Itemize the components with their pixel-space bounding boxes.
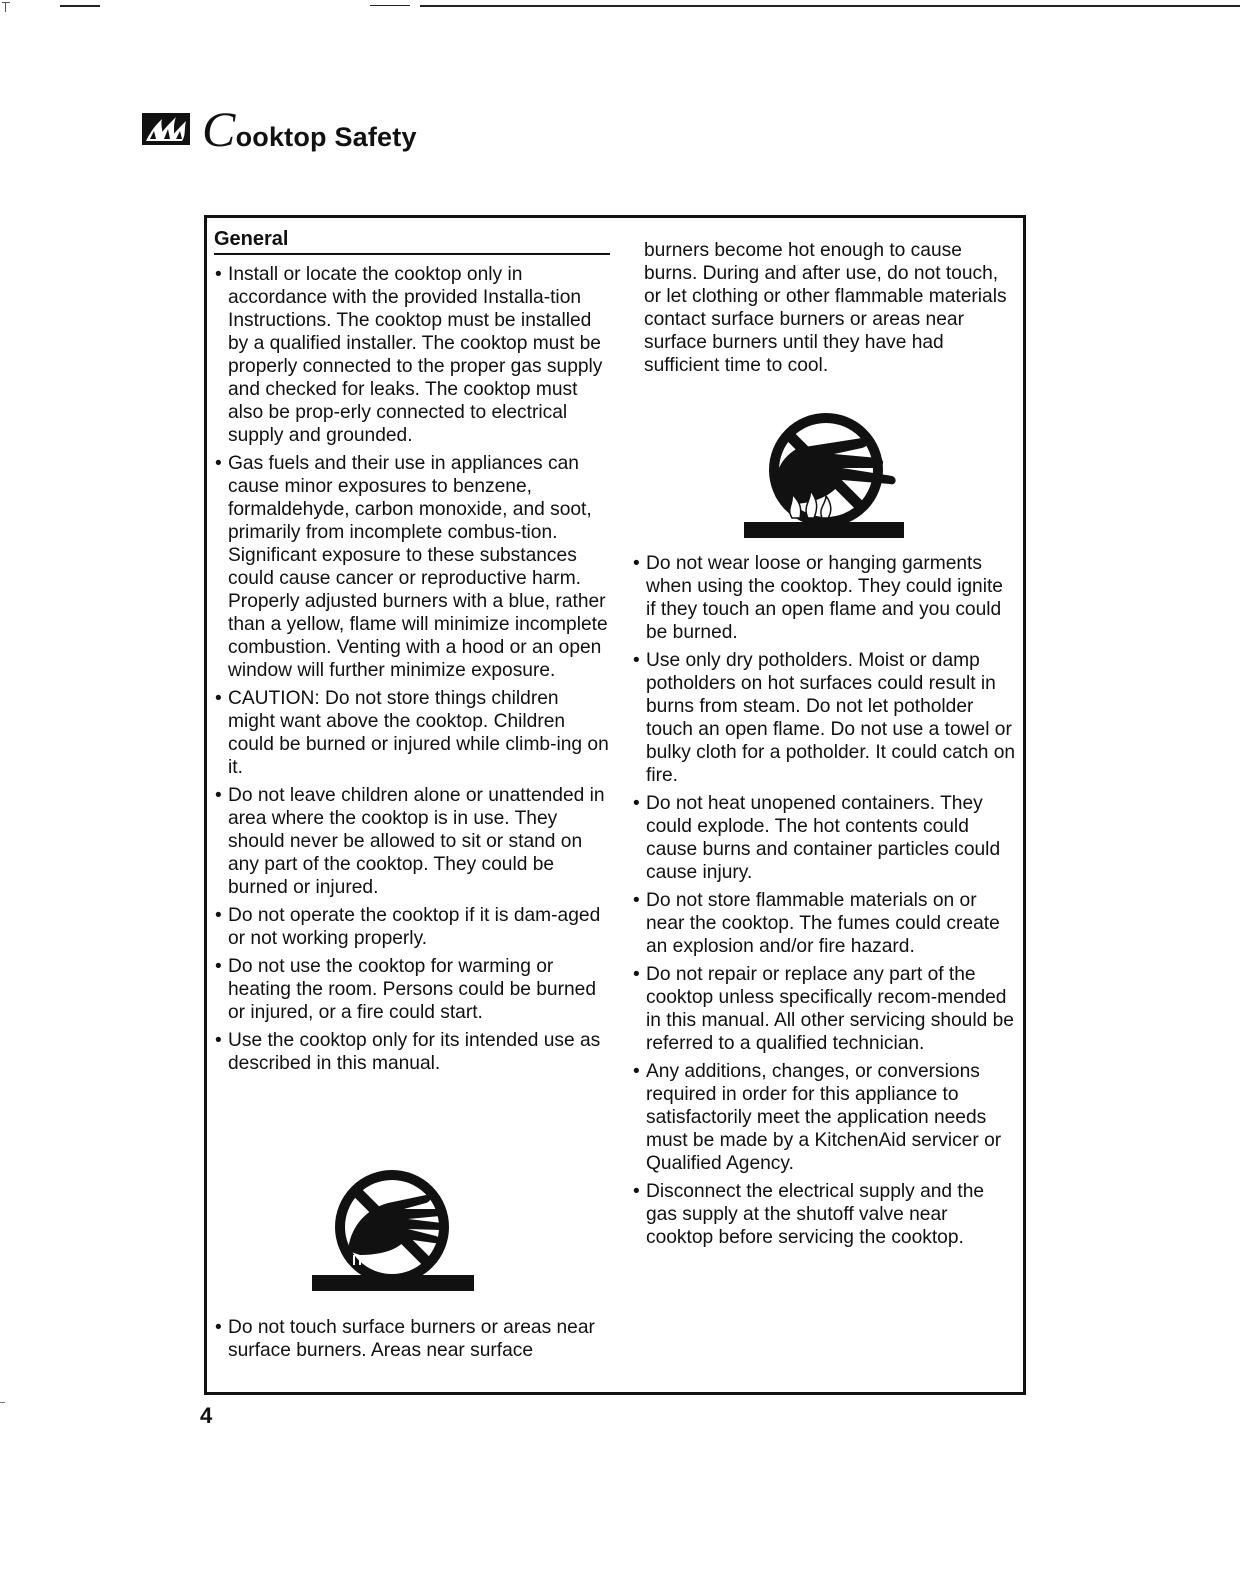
list-item: • Install or locate the cooktop only in accordance with the provided Installa-tion Instructions. The cooktop must be installed by a qualified installer. The cooktop must be properly connected to the proper gas supply and checked for leaks. The cooktop must also be prop-erly connected to electrical supply and grounded. (215, 264, 603, 446)
right-column-top (632, 239, 1016, 382)
page-title (202, 100, 417, 158)
list-item-text: Do not wear loose or hanging garments when using the cooktop. They could ignite if they touch an open flame and you could be burned. (646, 553, 1003, 643)
list-item: • Use only dry potholders. Moist or damp potholders on hot surfaces could result in burns from steam. Do not let potholder touch an open flame. Do not use a towel or bulky cloth for a potholder. It could catch on fire. (633, 650, 1016, 786)
list-item: • Disconnect the electrical supply and the gas supply at the shutoff valve near cooktop before servicing the cooktop. (633, 1181, 985, 1248)
list-item-text: Gas fuels and their use in appliances can cause minor exposures to benzene, formaldehyde, carbon monoxide, and soot, primarily from incomplete combus-tion. Significant exposure to these substances could cause cancer or reproductive harm. Properly adjusted burners with a blue, rather than a yellow, flame will minimize incomplete combustion. Venting with a hood or an open window will further minimize exposure. (228, 453, 608, 681)
list-item-text: Install or locate the cooktop only in accordance with the provided Installa-tion Instructions. The cooktop must be installed by a qualified installer. The cooktop must be properly connected to the proper gas supply and checked for leaks. The cooktop must also be prop-erly connected to electrical supply and grounded. (228, 264, 603, 446)
scan-artifact (0, 1402, 5, 1403)
scan-artifact (2, 2, 10, 3)
list-item: • Do not store flammable materials on or near the cooktop. The fumes could create an explosion and/or fire hazard. (633, 890, 1000, 957)
list-item: • Do not leave children alone or unattended in area where the cooktop is in use. They should never be allowed to sit or stand on any part of the cooktop. They could be burned or injured. (215, 785, 605, 898)
list-item: • Gas fuels and their use in appliances can cause minor exposures to benzene, formaldehyde, carbon monoxide, and soot, primarily from incomplete combus-tion. Significant exposure to these substances could cause cancer or reproductive harm. Properly adjusted burners with a blue, rather than a yellow, flame will minimize incomplete combustion. Venting with a hood or an open window will further minimize exposure. (215, 453, 608, 681)
list-item-text: Do not leave children alone or unattended in area where the cooktop is in use. They should never be allowed to sit or stand on any part of the cooktop. They could be burned or injured. (228, 785, 605, 898)
scan-artifact (370, 5, 410, 6)
title-rest: ooktop Safety (235, 122, 417, 152)
list-item-text: Do not heat unopened containers. They could explode. The hot contents could cause burns and container particles could cause injury. (646, 793, 1001, 883)
list-item: • Any additions, changes, or conversions required in order for this appliance to satisfactorily meet the application needs must be made by a KitchenAid servicer or Qualified Agency. (633, 1061, 1002, 1174)
list-item-text: Do not touch surface burners or areas near surface burners. Areas near surface (228, 1317, 595, 1361)
title-initial: C (202, 101, 236, 157)
list-item-text: Do not repair or replace any part of the cooktop unless specifically recom-mended in this manual. All other servicing should be referred to a qualified technician. (646, 964, 1014, 1054)
list-item-text: Do not store flammable materials on or near the cooktop. The fumes could create an explosion and/or fire hazard. (646, 890, 1000, 957)
section-heading: General (214, 227, 610, 255)
list-item: • Use the cooktop only for its intended use as described in this manual. (215, 1030, 601, 1074)
list-item: • Do not repair or replace any part of the cooktop unless specifically recom-mended in this manual. All other servicing should be referred to a qualified technician. (633, 964, 1014, 1054)
right-column-bottom (632, 552, 1016, 1254)
list-item-text: Do not operate the cooktop if it is dam-aged or not working properly. (228, 905, 601, 949)
no-hand-touch-burner-icon (308, 1165, 478, 1295)
page-number: 4 (200, 1403, 213, 1428)
continued-paragraph: burners become hot enough to cause burns. During and after use, do not touch, or let clothing or other flammable materials contact surface burners or areas near surface burners until they have had sufficient time to cool. (644, 240, 1007, 376)
list-item-text: Do not use the cooktop for warming or heating the room. Persons could be burned or injured, or a fire could start. (228, 956, 597, 1023)
list-item: • Do not operate the cooktop if it is dam-aged or not working properly. (215, 905, 601, 949)
scan-artifact (5, 2, 6, 12)
list-item: • Do not use the cooktop for warming or heating the room. Persons could be burned or injured, or a fire could start. (215, 956, 597, 1023)
list-item-text: Use the cooktop only for its intended use as described in this manual. (228, 1030, 601, 1074)
brand-flame-logo-icon (142, 113, 190, 145)
left-column-end (214, 1316, 610, 1367)
list-item-text: Use only dry potholders. Moist or damp potholders on hot surfaces could result in burns from steam. Do not let potholder touch an open flame. Do not use a towel or bulky cloth for a potholder. It could catch on fire. (646, 650, 1016, 786)
list-item: • CAUTION: Do not store things children might want above the cooktop. Children could be burned or injured while climb-ing on it. (215, 688, 609, 778)
list-item: • Do not heat unopened containers. They could explode. The hot contents could cause burns and container particles could cause injury. (633, 793, 1001, 883)
left-column (214, 227, 610, 1080)
no-flame-contact-icon (742, 408, 906, 540)
list-item-text: CAUTION: Do not store things children might want above the cooktop. Children could be burned or injured while climb-ing on it. (228, 688, 609, 778)
list-item-text: Any additions, changes, or conversions required in order for this appliance to satisfactorily meet the application needs must be made by a KitchenAid servicer or Qualified Agency. (646, 1061, 1002, 1174)
list-item-text: Disconnect the electrical supply and the gas supply at the shutoff valve near cooktop before servicing the cooktop. (646, 1181, 985, 1248)
top-rule (420, 5, 1240, 7)
scan-artifact (60, 5, 100, 7)
list-item: • Do not wear loose or hanging garments when using the cooktop. They could ignite if they touch an open flame and you could be burned. (633, 553, 1003, 643)
list-item: • Do not touch surface burners or areas near surface burners. Areas near surface (215, 1317, 595, 1361)
